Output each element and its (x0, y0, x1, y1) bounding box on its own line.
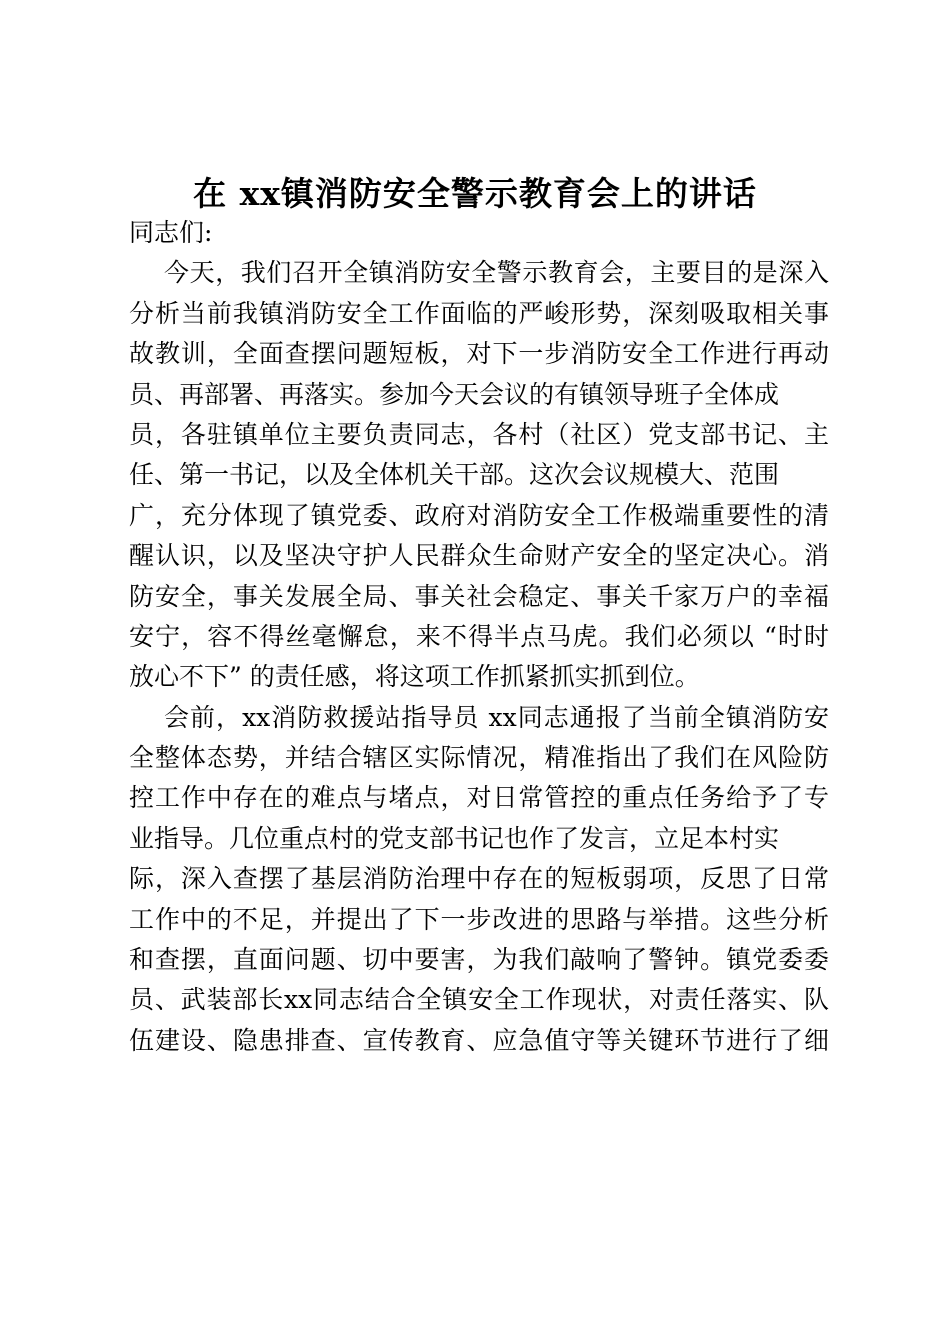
paragraph-line: 分析当前我镇消防安全工作面临的严峻形势，深刻吸取相关事 (129, 298, 829, 328)
paragraph-line: 员，各驻镇单位主要负责同志，各村（社区）党支部书记、主 (129, 419, 829, 449)
paragraph-line: 防安全，事关发展全局、事关社会稳定、事关千家万户的幸福 (129, 581, 829, 611)
salutation: 同志们: (129, 218, 213, 247)
paragraph-line: 全整体态势，并结合辖区实际情况，精准指出了我们在风险防 (129, 743, 829, 773)
paragraph-line: 和查摆，直面问题、切中要害，为我们敲响了警钟。镇党委委 (129, 945, 829, 975)
paragraph-line: 任、第一书记，以及全体机关干部。这次会议规模大、范围 (129, 460, 780, 490)
paragraph-line: 业指导。几位重点村的党支部书记也作了发言，立足本村实 (129, 823, 780, 853)
paragraph-line: 员、武装部长xx同志结合全镇安全工作现状，对责任落实、队 (129, 985, 829, 1015)
paragraph-line: 工作中的不足，并提出了下一步改进的思路与举措。这些分析 (129, 904, 829, 934)
paragraph-line: 控工作中存在的难点与堵点，对日常管控的重点任务给予了专 (129, 783, 829, 813)
paragraph-1 (129, 253, 829, 697)
paragraph-line: 广，充分体现了镇党委、政府对消防安全工作极端重要性的清 (129, 500, 829, 530)
paragraph-line: 今天，我们召开全镇消防安全警示教育会，主要目的是深入 (164, 258, 829, 288)
paragraph-line: 醒认识，以及坚决守护人民群众生命财产安全的坚定决心。消 (129, 541, 829, 571)
paragraph-2 (129, 698, 829, 1062)
paragraph-line: 伍建设、隐患排查、宣传教育、应急值守等关键环节进行了细 (129, 1025, 829, 1055)
document-title: 在 xx镇消防安全警示教育会上的讲话 (193, 174, 757, 213)
paragraph-line: 会前，xx消防救援站指导员 xx同志通报了当前全镇消防安 (164, 702, 829, 732)
paragraph-line: 安宁，容不得丝毫懈怠，来不得半点马虎。我们必须以 “时时 (129, 621, 829, 651)
paragraph-line: 放心不下” 的责任感，将这项工作抓紧抓实抓到位。 (129, 662, 700, 692)
paragraph-line: 际，深入查摆了基层消防治理中存在的短板弱项，反思了日常 (129, 864, 829, 894)
document-body (129, 213, 829, 1061)
paragraph-line: 员、再部署、再落实。参加今天会议的有镇领导班子全体成 (129, 379, 780, 409)
paragraph-line: 故教训，全面查摆问题短板，对下一步消防安全工作进行再动 (129, 339, 829, 369)
